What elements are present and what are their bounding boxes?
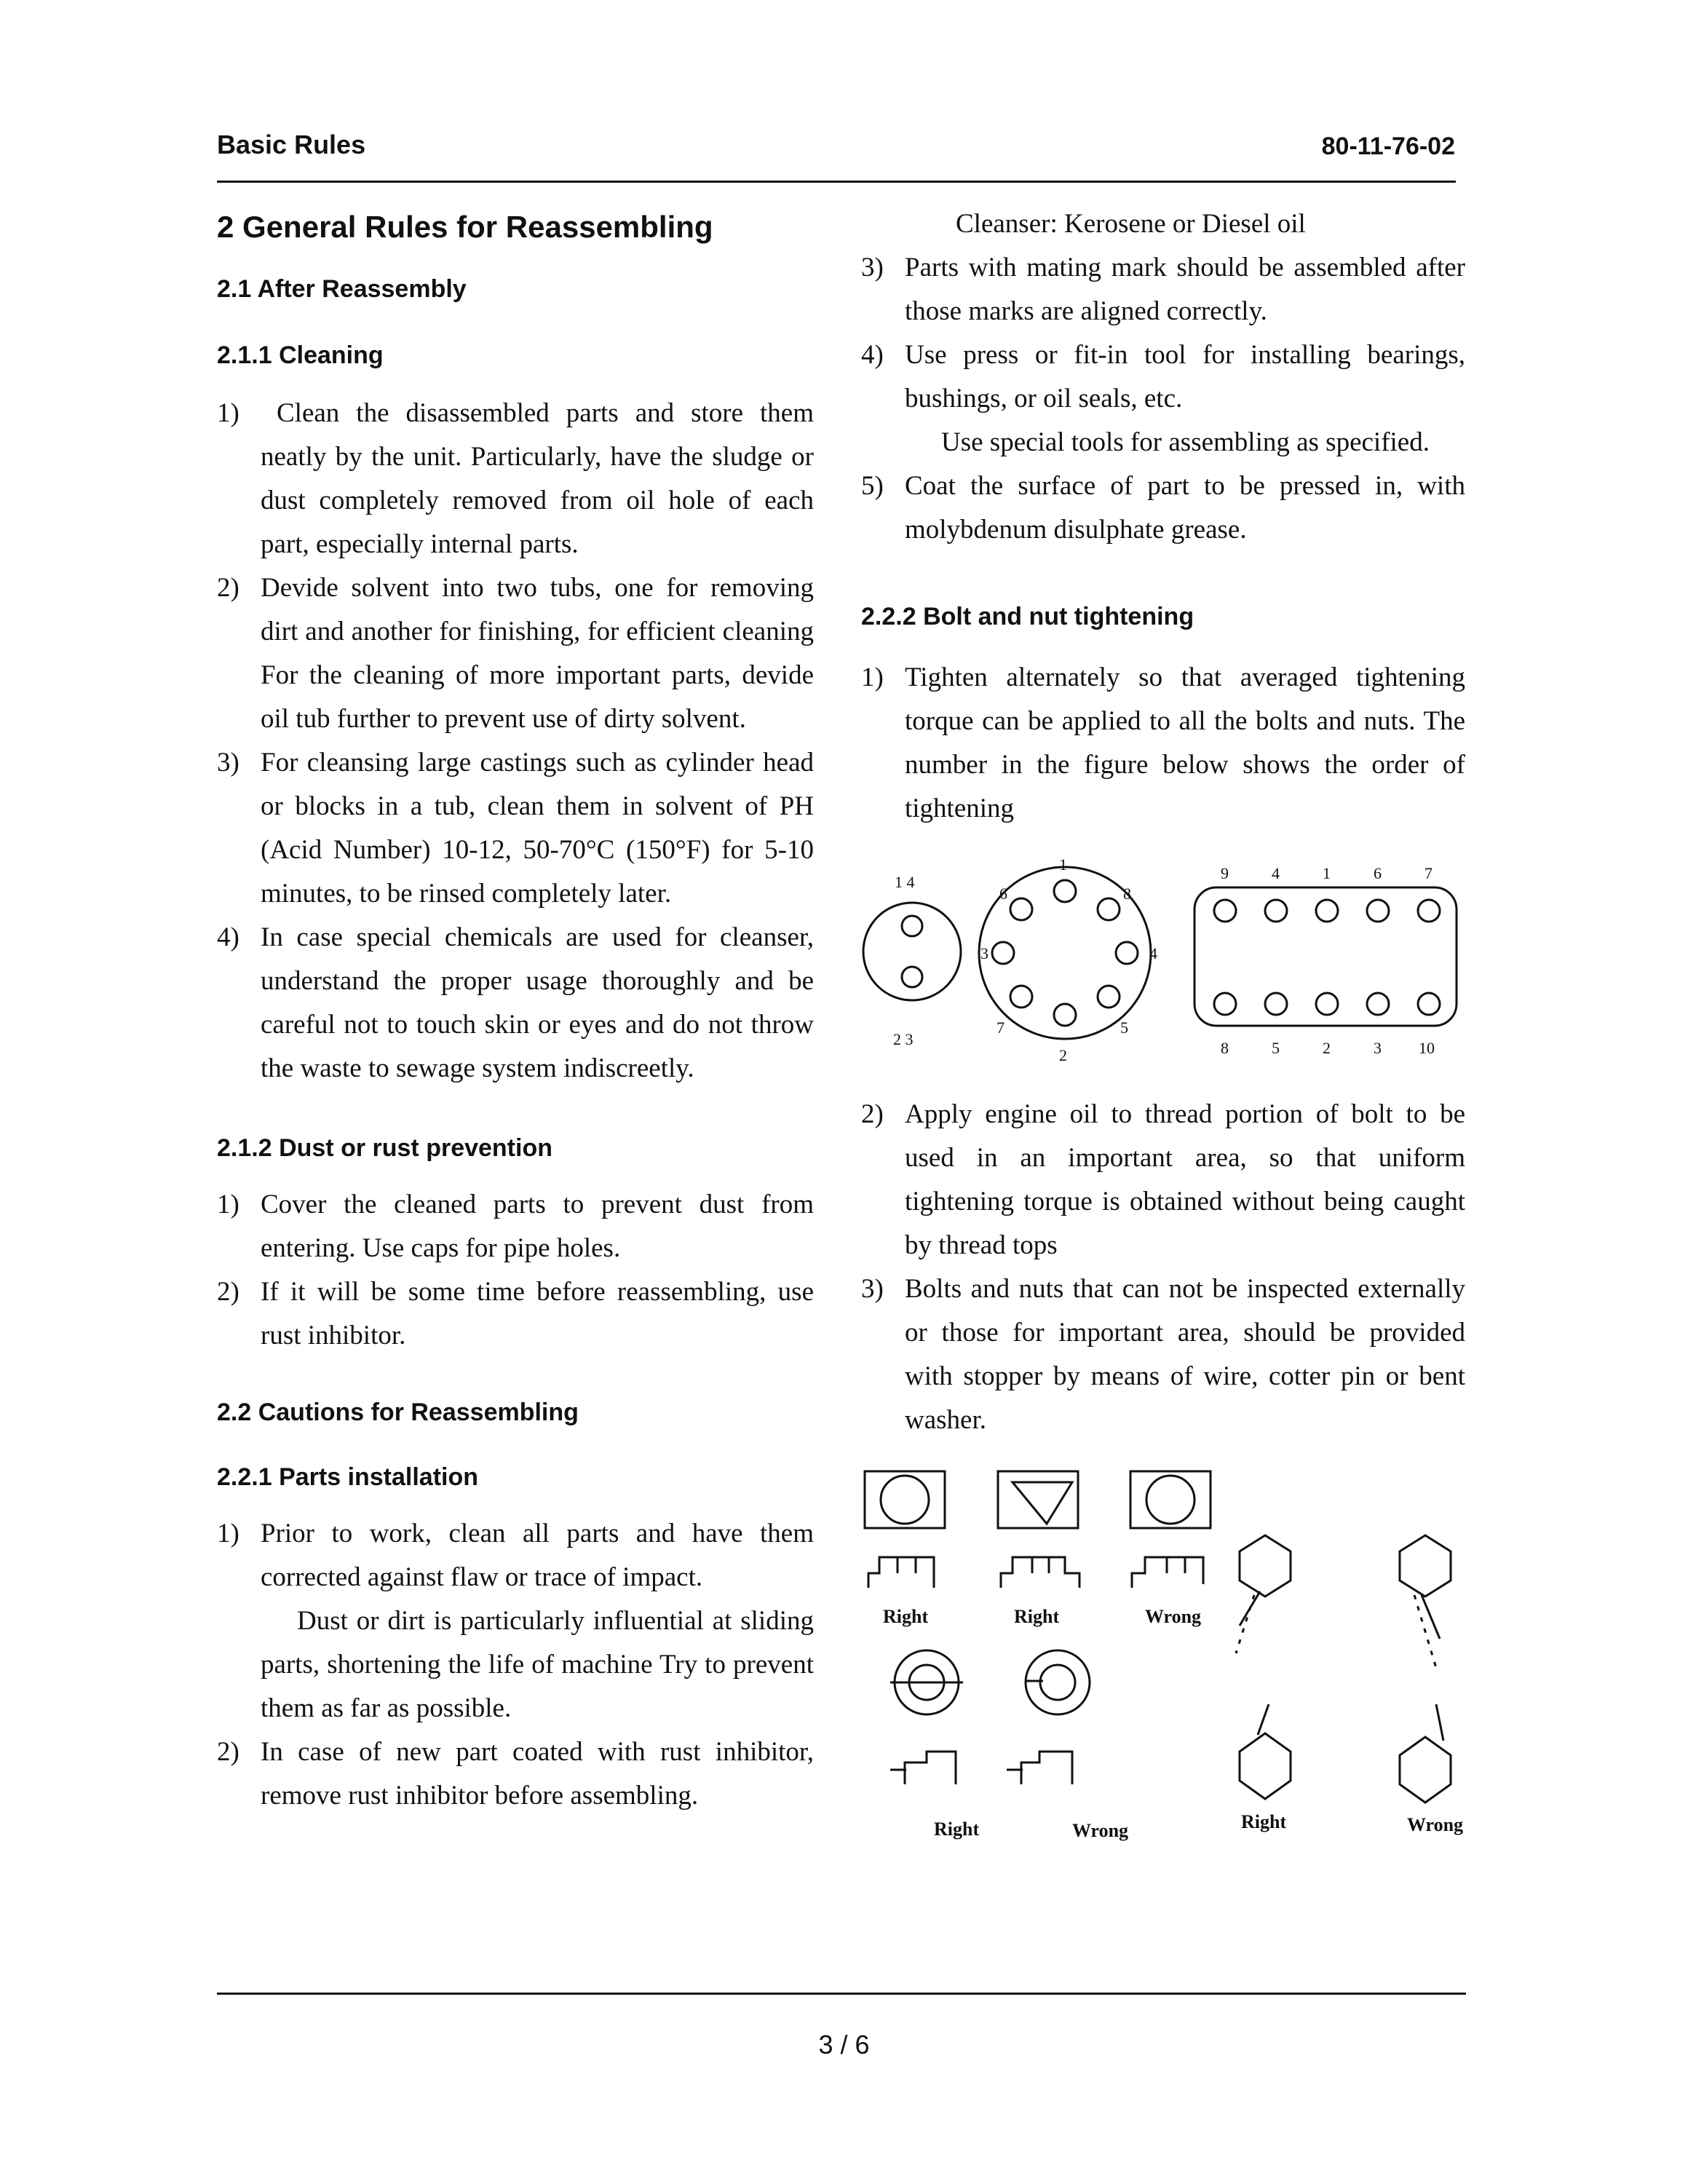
subsubsection-heading: 2.1.1 Cleaning bbox=[217, 341, 384, 369]
list-item bbox=[861, 1267, 1465, 1442]
caption-label: Right bbox=[934, 1819, 980, 1840]
item-text: Cover the cleaned parts to prevent dust from entering. Use caps for pipe holes. bbox=[261, 1190, 814, 1263]
bolt-list-continued bbox=[861, 1093, 1465, 1442]
stopper-diagram bbox=[861, 1464, 1465, 1872]
bolt-list bbox=[861, 656, 1465, 831]
item-number: 1) bbox=[861, 662, 884, 692]
item-text: Apply engine oil to thread portion of bolt to be used in an important area, so that uniform tightening torque is obtained without being caught by thread tops bbox=[905, 1099, 1465, 1260]
bolt-order-label: 5 bbox=[1120, 1018, 1128, 1037]
header-title: Basic Rules bbox=[217, 130, 366, 159]
subsubsection-heading: 2.1.2 Dust or rust prevention bbox=[217, 1134, 552, 1162]
item-text: Bolts and nuts that can not be inspected externally or those for important area, should be provided with stopper by means of wire, cotter pin or bent washer. bbox=[905, 1274, 1465, 1435]
list-item bbox=[861, 333, 1465, 421]
item-number: 2) bbox=[217, 1277, 239, 1307]
list-item bbox=[861, 246, 1465, 333]
bolt-order-label: 2 bbox=[1323, 1039, 1331, 1057]
item-number: 4) bbox=[861, 340, 884, 370]
list-item bbox=[861, 1093, 1465, 1267]
list-item-continuation: Dust or dirt is particularly influential at sliding parts, shortening the life of machine Try to prevent them as far as possible. bbox=[261, 1606, 814, 1723]
item-number: 2) bbox=[861, 1099, 884, 1129]
item-number: 2) bbox=[217, 1737, 239, 1767]
item-text: Parts with mating mark should be assembled after those marks are aligned correctly. bbox=[905, 253, 1465, 326]
bolt-order-label: 5 bbox=[1272, 1039, 1280, 1057]
bolt-order-label: 7 bbox=[996, 1018, 1005, 1037]
bolt-order-label: 8 bbox=[1221, 1039, 1229, 1057]
right-column bbox=[861, 197, 1465, 1872]
item-number: 4) bbox=[217, 922, 239, 952]
caption-label: Right bbox=[883, 1606, 929, 1627]
item-text: Tighten alternately so that averaged tightening torque can be applied to all the bolts and nuts. The number in the figure below shows the order of tightening bbox=[905, 662, 1465, 823]
list-item bbox=[217, 1512, 814, 1599]
item-number: 1) bbox=[217, 398, 239, 428]
bolt-order-label: 3 bbox=[1374, 1039, 1382, 1057]
installation-list-continued bbox=[861, 246, 1465, 552]
item-text: Clean the disassembled parts and store them neatly by the unit. Particularly, have the sludge or dust completely removed from oil hole of each part, especially internal parts. bbox=[261, 398, 814, 559]
cleanser-note: Cleanser: Kerosene or Diesel oil bbox=[956, 209, 1306, 239]
caption-label: Right bbox=[1014, 1606, 1060, 1627]
item-number: 5) bbox=[861, 471, 884, 501]
left-column bbox=[217, 197, 814, 1818]
bolt-order-label: 10 bbox=[1419, 1039, 1435, 1057]
list-item bbox=[217, 1270, 814, 1358]
bolt-order-label: 4 bbox=[1272, 864, 1280, 882]
section-heading: 2 General Rules for Reassembling bbox=[217, 210, 713, 244]
bolt-order-label: 7 bbox=[1425, 864, 1433, 882]
item-number: 1) bbox=[217, 1519, 239, 1548]
bolt-order-label: 2 bbox=[1059, 1046, 1067, 1064]
caption-label: Wrong bbox=[1072, 1820, 1129, 1841]
subsection-heading: 2.2 Cautions for Reassembling bbox=[217, 1398, 579, 1426]
list-item bbox=[217, 566, 814, 741]
bolt-order-label: 2 3 bbox=[893, 1030, 914, 1048]
subsubsection-heading: 2.2.2 Bolt and nut tightening bbox=[861, 603, 1194, 630]
list-item bbox=[217, 1730, 814, 1818]
item-text: Use press or fit-in tool for installing bearings, bushings, or oil seals, etc. bbox=[905, 340, 1465, 414]
bolt-order-label: 3 bbox=[980, 944, 988, 962]
document-number: 80-11-76-02 bbox=[1321, 132, 1455, 160]
item-text: If it will be some time before reassembling, use rust inhibitor. bbox=[261, 1277, 814, 1350]
bolt-order-label: 6 bbox=[1374, 864, 1382, 882]
item-number: 3) bbox=[861, 1274, 884, 1304]
bolt-order-label: 9 bbox=[1221, 864, 1229, 882]
item-number: 2) bbox=[217, 573, 239, 603]
subsubsection-heading: 2.2.1 Parts installation bbox=[217, 1463, 479, 1491]
bolt-order-label: 1 bbox=[1059, 855, 1067, 874]
bolt-order-label: 6 bbox=[999, 885, 1007, 903]
list-item-continuation: Use special tools for assembling as specified. bbox=[941, 427, 1430, 457]
item-number: 1) bbox=[217, 1190, 239, 1219]
list-item bbox=[217, 392, 814, 566]
bolt-order-label: 1 4 bbox=[895, 873, 915, 891]
bolt-order-label: 1 bbox=[1323, 864, 1331, 882]
item-text: For cleansing large castings such as cylinder head or blocks in a tub, clean them in solvent of PH (Acid Number) 10-12, 50-70°C (150°F) for 5-10 minutes, to be rinsed completely later. bbox=[261, 748, 814, 909]
caption-label: Wrong bbox=[1407, 1814, 1464, 1835]
header-rule bbox=[217, 181, 1456, 183]
list-item bbox=[217, 741, 814, 916]
list-item bbox=[861, 656, 1465, 831]
item-text: In case special chemicals are used for cleanser, understand the proper usage thoroughly and be careful not to touch skin or eyes and do not throw the waste to sewage system indiscreetly. bbox=[261, 922, 814, 1083]
item-text: In case of new part coated with rust inhibitor, remove rust inhibitor before assembling. bbox=[261, 1737, 814, 1811]
list-item bbox=[217, 1183, 814, 1270]
list-item bbox=[861, 464, 1465, 552]
item-text: Prior to work, clean all parts and have them corrected against flaw or trace of impact. bbox=[261, 1519, 814, 1592]
bolt-order-label: 8 bbox=[1123, 885, 1131, 903]
subsection-heading: 2.1 After Reassembly bbox=[217, 275, 467, 303]
bolt-order-label: 4 bbox=[1149, 944, 1157, 962]
page-number: 3 / 6 bbox=[818, 2030, 870, 2060]
item-number: 3) bbox=[861, 253, 884, 282]
footer-rule bbox=[217, 1993, 1466, 1995]
list-item bbox=[217, 916, 814, 1091]
item-text: Devide solvent into two tubs, one for removing dirt and another for finishing, for efficient cleaning For the cleaning of more important parts, devide oil tub further to prevent use of dirty solvent. bbox=[261, 573, 814, 734]
installation-list bbox=[217, 1512, 814, 1818]
caption-label: Wrong bbox=[1145, 1606, 1202, 1627]
caption-label: Right bbox=[1241, 1811, 1287, 1832]
dust-list bbox=[217, 1183, 814, 1358]
tightening-order-diagram bbox=[861, 850, 1465, 1068]
cleaning-list bbox=[217, 392, 814, 1091]
item-text: Coat the surface of part to be pressed in, with molybdenum disulphate grease. bbox=[905, 471, 1465, 545]
item-number: 3) bbox=[217, 748, 239, 778]
